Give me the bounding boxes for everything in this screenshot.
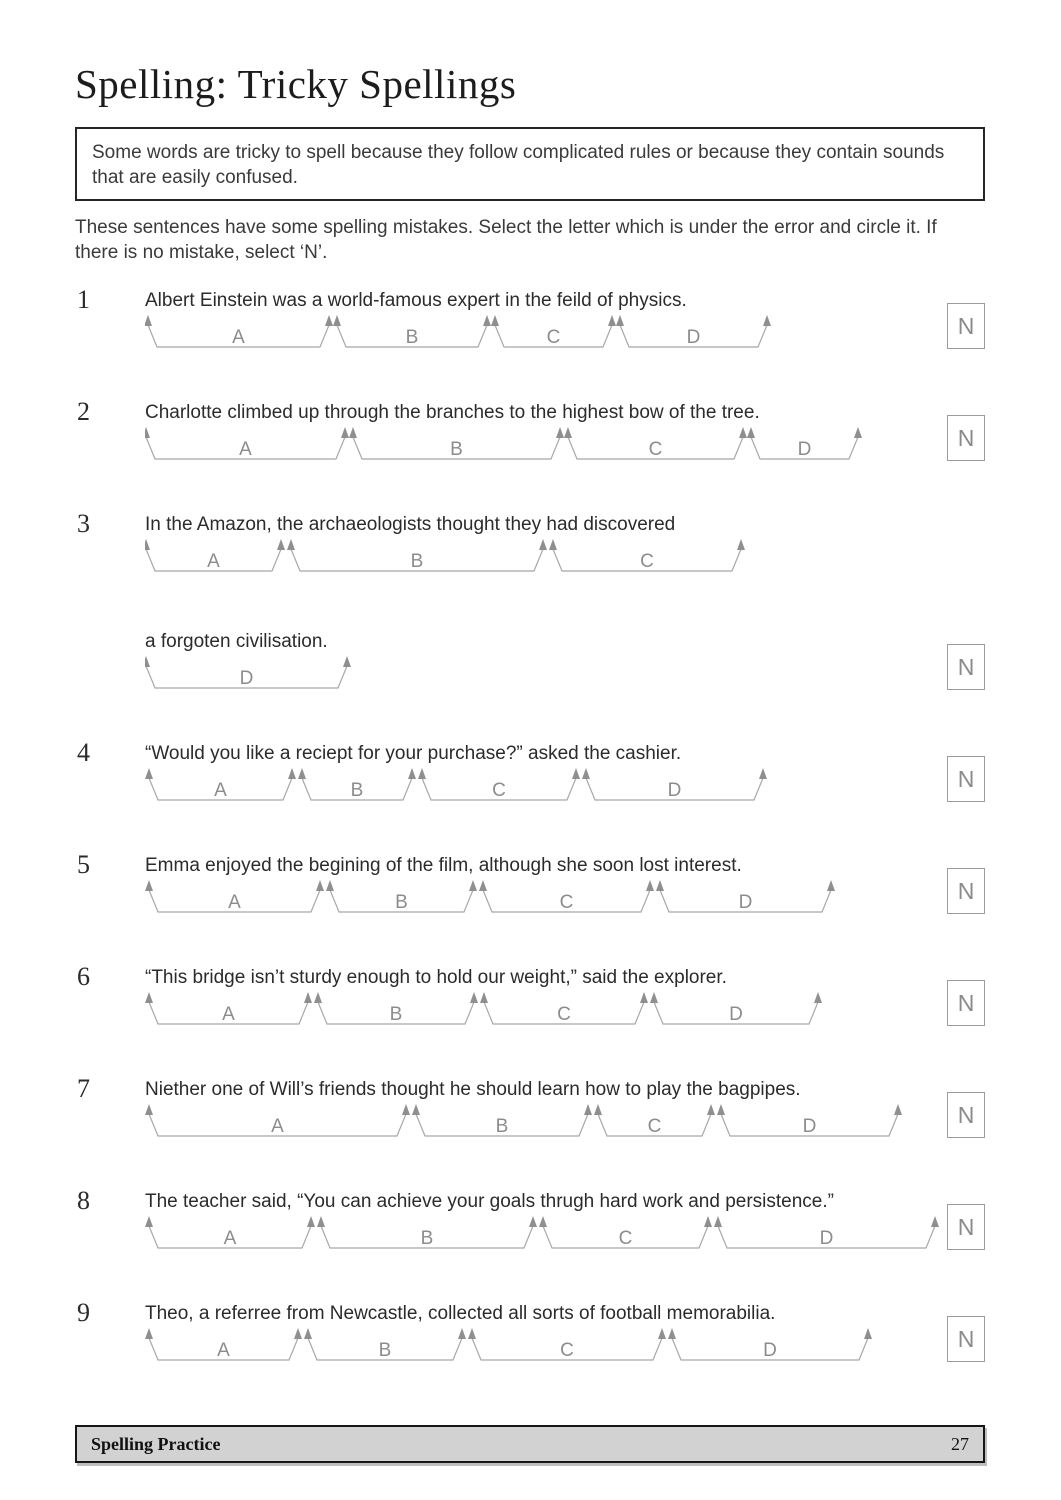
answer-segment-B <box>412 1104 592 1137</box>
answer-segment-D <box>668 1328 872 1361</box>
up-arrow-icon <box>668 1328 676 1339</box>
answer-option-C[interactable]: C <box>647 1116 662 1137</box>
up-arrow-icon <box>864 1328 872 1339</box>
answer-segment-B <box>333 315 491 348</box>
up-arrow-icon <box>582 768 590 779</box>
up-arrow-icon <box>564 427 572 438</box>
up-arrow-icon <box>458 1328 466 1339</box>
answer-option-D[interactable]: D <box>667 780 682 801</box>
up-arrow-icon <box>491 315 499 326</box>
answer-segment-D <box>717 1104 902 1137</box>
question-sentence: “Would you like a reciept for your purchase?” asked the cashier. <box>145 743 682 764</box>
question-line <box>145 512 985 579</box>
question-body <box>145 1077 985 1144</box>
answer-brackets <box>145 1102 904 1144</box>
answer-option-B[interactable]: B <box>389 1004 403 1025</box>
question-4 <box>75 738 985 808</box>
up-arrow-icon <box>572 768 580 779</box>
answer-option-A[interactable]: A <box>222 1004 235 1025</box>
up-arrow-icon <box>556 427 564 438</box>
answer-segment-C <box>564 427 747 460</box>
question-9 <box>75 1298 985 1368</box>
answer-segment-D <box>650 992 822 1025</box>
answer-option-D[interactable]: D <box>738 892 753 913</box>
up-arrow-icon <box>739 427 747 438</box>
answer-segment-B <box>287 539 547 572</box>
answer-segment-C <box>480 992 648 1025</box>
answer-segment-A <box>145 1216 315 1249</box>
answer-segment-B <box>349 427 564 460</box>
up-arrow-icon <box>594 1104 602 1115</box>
up-arrow-icon <box>470 992 478 1003</box>
question-body <box>145 512 985 696</box>
up-arrow-icon <box>854 427 862 438</box>
up-arrow-icon <box>759 768 767 779</box>
answer-segment-C <box>539 1216 712 1249</box>
up-arrow-icon <box>539 1216 547 1227</box>
up-arrow-icon <box>658 1328 666 1339</box>
question-1 <box>75 285 985 355</box>
up-arrow-icon <box>145 1328 153 1339</box>
answer-segment-A <box>145 880 324 913</box>
answer-segment-A <box>145 427 349 460</box>
up-arrow-icon <box>894 1104 902 1115</box>
answer-segment-A <box>145 315 333 348</box>
instructions-text: These sentences have some spelling mistakes. Select the letter which is under the error and circle it. If there is no mistake, select ‘N’. <box>75 217 937 263</box>
answer-option-B[interactable]: B <box>405 327 419 348</box>
answer-option-D[interactable]: D <box>763 1340 777 1361</box>
up-arrow-icon <box>707 1104 715 1115</box>
answer-brackets <box>145 537 747 579</box>
up-arrow-icon <box>640 992 648 1003</box>
up-arrow-icon <box>763 315 771 326</box>
question-number: 8 <box>77 1186 90 1215</box>
answer-segment-B <box>298 768 416 801</box>
up-arrow-icon <box>714 1216 722 1227</box>
answer-option-A[interactable]: A <box>239 439 252 460</box>
answer-option-A[interactable]: A <box>214 780 227 801</box>
up-arrow-icon <box>317 1216 325 1227</box>
no-mistake-option[interactable]: N <box>947 1092 985 1138</box>
up-arrow-icon <box>343 656 351 667</box>
answer-brackets <box>145 425 864 467</box>
answer-option-D[interactable]: D <box>239 668 254 689</box>
question-sentence: The teacher said, “You can achieve your goals thrugh hard work and persistence.” <box>145 1191 834 1212</box>
question-body <box>145 1189 985 1256</box>
up-arrow-icon <box>304 1328 312 1339</box>
up-arrow-icon <box>480 992 488 1003</box>
question-5 <box>75 850 985 920</box>
answer-segment-B <box>314 992 478 1025</box>
question-number: 9 <box>77 1298 90 1327</box>
up-arrow-icon <box>539 539 547 550</box>
question-line <box>145 288 985 355</box>
up-arrow-icon <box>341 427 349 438</box>
question-line <box>145 400 985 467</box>
up-arrow-icon <box>408 768 416 779</box>
up-arrow-icon <box>287 539 295 550</box>
up-arrow-icon <box>145 656 150 667</box>
info-box <box>75 127 985 201</box>
question-sentence: Emma enjoyed the begining of the film, although she soon lost interest. <box>145 855 742 876</box>
no-mistake-option[interactable]: N <box>947 415 985 461</box>
answer-option-D[interactable]: D <box>797 439 812 460</box>
up-arrow-icon <box>145 1104 153 1115</box>
answer-segment-D <box>714 1216 939 1249</box>
answer-segment-B <box>304 1328 466 1361</box>
answer-segment-B <box>317 1216 537 1249</box>
question-sentence: In the Amazon, the archaeologists thought they had discovered <box>145 514 676 535</box>
answer-brackets <box>145 1326 874 1368</box>
up-arrow-icon <box>468 1328 476 1339</box>
up-arrow-icon <box>277 539 285 550</box>
up-arrow-icon <box>145 315 152 326</box>
answer-segment-C <box>418 768 580 801</box>
answer-segment-D <box>145 656 351 689</box>
up-arrow-icon <box>646 880 654 891</box>
up-arrow-icon <box>616 315 624 326</box>
up-arrow-icon <box>294 1328 302 1339</box>
no-mistake-option[interactable]: N <box>947 644 985 690</box>
question-body <box>145 1301 985 1368</box>
up-arrow-icon <box>737 539 745 550</box>
answer-option-B[interactable]: B <box>410 551 424 572</box>
answer-brackets <box>145 313 773 355</box>
question-3 <box>75 509 985 696</box>
answer-segment-D <box>747 427 862 460</box>
answer-segment-C <box>549 539 745 572</box>
up-arrow-icon <box>529 1216 537 1227</box>
no-mistake-option[interactable]: N <box>947 1316 985 1362</box>
answer-option-A[interactable]: A <box>207 551 220 572</box>
up-arrow-icon <box>584 1104 592 1115</box>
answer-option-B[interactable]: B <box>395 892 408 913</box>
answer-option-D[interactable]: D <box>729 1004 743 1025</box>
up-arrow-icon <box>402 1104 410 1115</box>
answer-option-B[interactable]: B <box>495 1116 509 1137</box>
up-arrow-icon <box>145 992 153 1003</box>
up-arrow-icon <box>145 427 150 438</box>
up-arrow-icon <box>145 768 153 779</box>
answer-segment-C <box>594 1104 715 1137</box>
question-line <box>145 629 985 696</box>
answer-option-B[interactable]: B <box>420 1228 434 1249</box>
up-arrow-icon <box>747 427 755 438</box>
up-arrow-icon <box>608 315 616 326</box>
answer-option-B[interactable]: B <box>378 1340 392 1361</box>
answer-option-C[interactable]: C <box>559 892 574 913</box>
up-arrow-icon <box>307 1216 315 1227</box>
up-arrow-icon <box>145 1216 153 1227</box>
no-mistake-option[interactable]: N <box>947 980 985 1026</box>
up-arrow-icon <box>288 768 296 779</box>
question-line <box>145 741 985 808</box>
question-sentence: Albert Einstein was a world-famous expert in the feild of physics. <box>145 290 687 311</box>
answer-brackets <box>145 654 353 696</box>
answer-segment-C <box>479 880 654 913</box>
answer-option-C[interactable]: C <box>560 1340 574 1361</box>
question-body <box>145 741 985 808</box>
question-number: 7 <box>77 1074 90 1103</box>
up-arrow-icon <box>333 315 341 326</box>
no-mistake-option[interactable]: N <box>947 1204 985 1250</box>
footer-section-label: Spelling Practice <box>91 1433 221 1454</box>
question-6 <box>75 962 985 1032</box>
page-title: Spelling: Tricky Spellings <box>75 61 517 107</box>
answer-segment-A <box>145 539 285 572</box>
answer-option-A[interactable]: A <box>232 327 245 348</box>
no-mistake-option[interactable]: N <box>947 756 985 802</box>
answer-segment-C <box>491 315 616 348</box>
up-arrow-icon <box>298 768 306 779</box>
answer-option-D[interactable]: D <box>802 1116 817 1137</box>
question-number: 5 <box>77 850 90 879</box>
question-number: 2 <box>77 397 90 426</box>
question-line <box>145 853 985 920</box>
up-arrow-icon <box>314 992 322 1003</box>
answer-option-C[interactable]: C <box>557 1004 571 1025</box>
question-2 <box>75 397 985 467</box>
question-number: 1 <box>77 285 90 314</box>
answer-segment-D <box>616 315 771 348</box>
question-sentence: “This bridge isn’t sturdy enough to hold our weight,” said the explorer. <box>145 967 727 988</box>
question-body <box>145 965 985 1032</box>
question-number: 6 <box>77 962 90 991</box>
question-body <box>145 400 985 467</box>
answer-segment-C <box>468 1328 666 1361</box>
answer-segment-A <box>145 1104 410 1137</box>
answer-option-A[interactable]: A <box>217 1340 230 1361</box>
answer-option-C[interactable]: C <box>640 551 654 572</box>
question-sentence: Charlotte climbed up through the branches to the highest bow of the tree. <box>145 402 760 423</box>
up-arrow-icon <box>814 992 822 1003</box>
answer-brackets <box>145 990 824 1032</box>
question-sentence: a forgoten civilisation. <box>145 631 328 652</box>
question-8 <box>75 1186 985 1256</box>
up-arrow-icon <box>412 1104 420 1115</box>
up-arrow-icon <box>145 880 153 891</box>
answer-option-C[interactable]: C <box>648 439 663 460</box>
answer-option-D[interactable]: D <box>819 1228 834 1249</box>
up-arrow-icon <box>549 539 557 550</box>
up-arrow-icon <box>656 880 664 891</box>
no-mistake-option[interactable]: N <box>947 303 985 349</box>
info-box-text: Some words are tricky to spell because they follow complicated rules or because they contain sounds that are easily confused. <box>92 142 945 188</box>
up-arrow-icon <box>717 1104 725 1115</box>
question-line <box>145 965 985 1032</box>
answer-brackets <box>145 766 769 808</box>
answer-option-C[interactable]: C <box>618 1228 633 1249</box>
no-mistake-option[interactable]: N <box>947 868 985 914</box>
answer-segment-D <box>582 768 767 801</box>
up-arrow-icon <box>931 1216 939 1227</box>
question-7 <box>75 1074 985 1144</box>
footer-page-number: 27 <box>951 1433 969 1454</box>
up-arrow-icon <box>304 992 312 1003</box>
up-arrow-icon <box>650 992 658 1003</box>
answer-option-B[interactable]: B <box>350 780 364 801</box>
up-arrow-icon <box>325 315 333 326</box>
up-arrow-icon <box>418 768 426 779</box>
answer-segment-D <box>656 880 835 913</box>
up-arrow-icon <box>145 539 150 550</box>
question-body <box>145 853 985 920</box>
up-arrow-icon <box>326 880 334 891</box>
question-number: 3 <box>77 509 90 538</box>
up-arrow-icon <box>479 880 487 891</box>
answer-segment-B <box>326 880 477 913</box>
up-arrow-icon <box>483 315 491 326</box>
answer-option-D[interactable]: D <box>686 327 701 348</box>
answer-option-A[interactable]: A <box>271 1116 284 1137</box>
up-arrow-icon <box>349 427 357 438</box>
up-arrow-icon <box>316 880 324 891</box>
question-line <box>145 1077 985 1144</box>
question-body <box>145 288 985 355</box>
up-arrow-icon <box>469 880 477 891</box>
answer-option-C[interactable]: C <box>492 780 506 801</box>
answer-option-A[interactable]: A <box>223 1228 237 1249</box>
answer-option-A[interactable]: A <box>228 892 241 913</box>
answer-brackets <box>145 1214 941 1256</box>
answer-segment-A <box>145 1328 302 1361</box>
answer-brackets <box>145 878 837 920</box>
question-line <box>145 1189 985 1256</box>
answer-segment-A <box>145 992 312 1025</box>
question-sentence: Theo, a referree from Newcastle, collected all sorts of football memorabilia. <box>145 1303 776 1324</box>
up-arrow-icon <box>827 880 835 891</box>
question-line <box>145 1301 985 1368</box>
answer-option-C[interactable]: C <box>546 327 561 348</box>
question-number: 4 <box>77 738 90 767</box>
questions-list <box>75 285 985 1413</box>
question-sentence: Niether one of Will’s friends thought he should learn how to play the bagpipes. <box>145 1079 801 1100</box>
up-arrow-icon <box>704 1216 712 1227</box>
answer-segment-A <box>145 768 296 801</box>
answer-option-B[interactable]: B <box>450 439 463 460</box>
footer-bar <box>75 1425 985 1463</box>
